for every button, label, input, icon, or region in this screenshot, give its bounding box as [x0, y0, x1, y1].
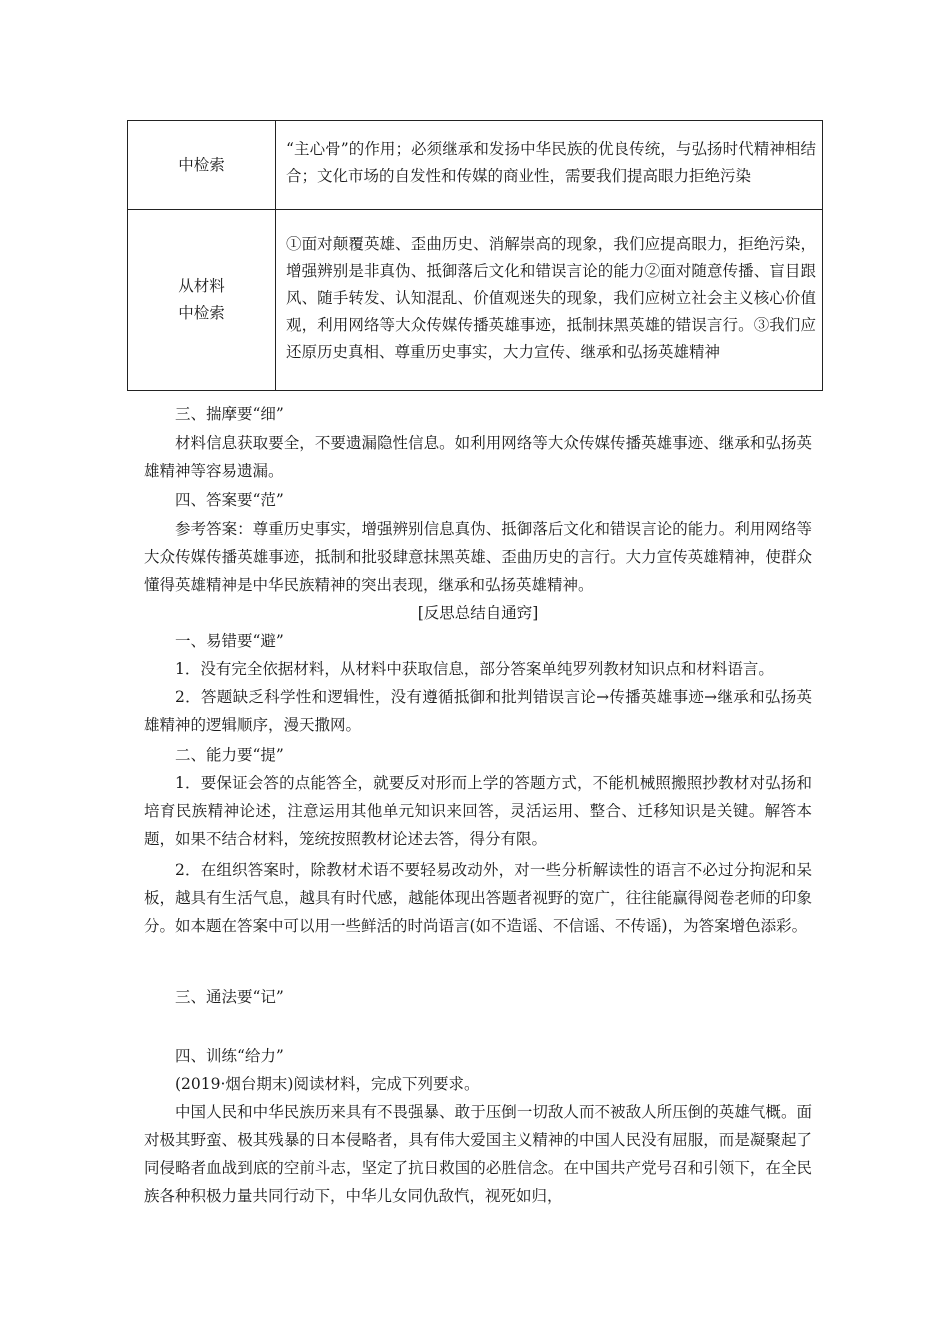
paragraph: 1．要保证会答的点能答全，就要反对形而上学的答题方式，不能机械照搬照抄教材对弘扬和培育民族精神论述，注意运用其他单元知识来回答，灵活运用、整合、迁移知识是关键。解答本题，如果不结合材料，笼统按照教材论述去答，得分有限。 — [144, 774, 812, 848]
section-heading: 四、训练“给力” — [175, 1047, 284, 1065]
paragraph: 1．没有完全依据材料，从材料中获取信息，部分答案单纯罗列教材知识点和材料语言。 — [175, 660, 774, 678]
table-row — [128, 121, 823, 210]
row-label: 中检索 — [128, 121, 276, 210]
row-label-line: 从材料 — [178, 277, 225, 295]
analysis-table — [127, 120, 823, 391]
paragraph: 2．答题缺乏科学性和逻辑性，没有遵循抵御和批判错误言论→传播英雄事迹→继承和弘扬英雄精神的逻辑顺序，漫天撒网。 — [144, 688, 812, 734]
section-heading: 三、通法要“记” — [175, 988, 284, 1006]
paragraph: 2．在组织答案时，除教材术语不要轻易改动外，对一些分析解读性的语言不必过分拘泥和呆板，越具有生活气息，越具有时代感，越能体现出答题者视野的宽广，往往能赢得阅卷老师的印象分。如本题在答案中可以用一些鲜活的时尚语言(如不造谣、不信谣、不传谣)，为答案增色添彩。 — [144, 861, 812, 935]
paragraph: 材料信息获取要全，不要遗漏隐性信息。如利用网络等大众传媒传播英雄事迹、继承和弘扬英雄精神等容易遗漏。 — [144, 434, 812, 480]
section-heading: 四、答案要“范” — [175, 491, 284, 509]
row-content: “主心骨”的作用；必须继承和发扬中华民族的优良传统，与弘扬时代精神相结合；文化市场的自发性和传媒的商业性，需要我们提高眼力拒绝污染 — [276, 121, 823, 210]
row-label-line: 中检索 — [178, 304, 225, 322]
table-row — [128, 210, 823, 391]
section-heading: 二、能力要“提” — [175, 746, 284, 764]
row-label — [128, 210, 276, 391]
reflection-heading: [反思总结自通窍] — [417, 604, 539, 622]
row-content: ①面对颠覆英雄、歪曲历史、消解崇高的现象，我们应提高眼力，拒绝污染，增强辨别是非真伪、抵御落后文化和错误言论的能力②面对随意传播、盲目跟风、随手转发、认知混乱、价值观迷失的现象，我们应树立社会主义核心价值观，利用网络等大众传媒传播英雄事迹，抵制抹黑英雄的错误言行。③我们应还原历史真相、尊重历史事实，大力宣传、继承和弘扬英雄精神 — [276, 210, 823, 391]
section-heading: 一、易错要“避” — [175, 632, 284, 650]
paragraph: 参考答案：尊重历史事实，增强辨别信息真伪、抵御落后文化和错误言论的能力。利用网络等大众传媒传播英雄事迹，抵制和批驳肆意抹黑英雄、歪曲历史的言行。大力宣传英雄精神，使群众懂得英雄精神是中华民族精神的突出表现，继承和弘扬英雄精神。 — [144, 520, 812, 594]
material-paragraph: 中国人民和中华民族历来具有不畏强暴、敢于压倒一切敌人而不被敌人所压倒的英雄气概。面对极其野蛮、极其残暴的日本侵略者，具有伟大爱国主义精神的中国人民没有屈服，而是凝聚起了同侵略者血战到底的空前斗志，坚定了抗日救国的必胜信念。在中国共产党号召和引领下，在全民族各种积极力量共同行动下，中华儿女同仇敌忾，视死如归， — [144, 1103, 812, 1205]
section-heading: 三、揣摩要“细” — [175, 405, 284, 423]
source-line: (2019·烟台期末)阅读材料，完成下列要求。 — [175, 1075, 480, 1093]
